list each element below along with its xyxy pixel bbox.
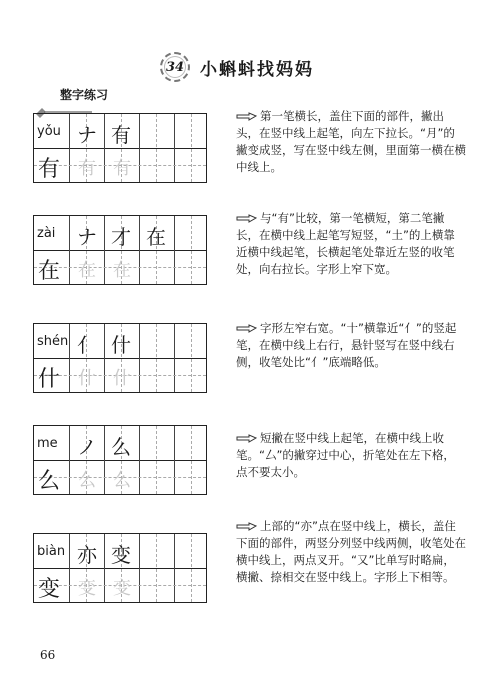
- pinyin: biàn: [37, 544, 66, 559]
- writing-grid: [33, 323, 207, 393]
- lesson-number-badge: [160, 52, 190, 82]
- note-bian: [236, 518, 466, 586]
- pinyin: shén: [37, 334, 69, 349]
- note-text: 与“有”比较，第一笔横短，第二笔撇长，在横中线上起笔写短竖，“土”的上横靠近横中线起笔，长横起笔处靠近左竖的收笔处，向右拉长。字形上窄下宽。: [236, 211, 455, 276]
- note-zai: [236, 210, 466, 278]
- writing-grid: [33, 113, 207, 183]
- trace-character: 有: [113, 158, 131, 179]
- lesson-title: 小蝌蚪找妈妈: [200, 59, 314, 80]
- pinyin: zài: [37, 226, 56, 241]
- pointing-hand-icon: [236, 434, 258, 444]
- stroke-step: 亻: [77, 333, 97, 357]
- stroke-step: ナ: [77, 225, 97, 249]
- lesson-header: [160, 50, 314, 84]
- lesson-number: 34: [165, 59, 185, 75]
- pinyin: me: [37, 436, 58, 451]
- stroke-step: 在: [146, 225, 166, 249]
- stroke-step: 什: [111, 333, 131, 357]
- model-character: 有: [38, 157, 61, 182]
- exercise-zai: [33, 215, 207, 285]
- pinyin: yǒu: [37, 124, 61, 139]
- trace-character: 有: [78, 158, 96, 179]
- trace-character: 什: [78, 368, 96, 389]
- section-label: 整字练习: [60, 88, 109, 102]
- pointing-hand-icon: [236, 324, 258, 334]
- exercise-shen: [33, 323, 207, 393]
- trace-character: 什: [113, 368, 131, 389]
- trace-character: 么: [78, 470, 96, 491]
- pointing-hand-icon: [236, 522, 258, 532]
- model-character: 么: [38, 469, 61, 494]
- trace-character: 在: [113, 260, 131, 281]
- trace-character: 么: [113, 470, 131, 491]
- exercise-me: [33, 425, 207, 495]
- model-character: 变: [38, 577, 61, 602]
- note-text: 短撇在竖中线上起笔，在横中线上收笔。“厶”的撇穿过中心，折笔处在左下格，点不要太小。: [236, 431, 455, 479]
- pointing-hand-icon: [236, 214, 258, 224]
- writing-grid: [33, 215, 207, 285]
- trace-character: 在: [78, 260, 96, 281]
- stroke-step: ノ: [77, 435, 97, 459]
- writing-grid: [33, 425, 207, 495]
- note-shen: [236, 320, 466, 371]
- exercise-you: [33, 113, 207, 183]
- stroke-step: 么: [111, 435, 131, 459]
- stroke-step: 亦: [77, 543, 97, 567]
- stroke-step: ナ: [77, 123, 97, 147]
- model-character: 什: [38, 367, 61, 392]
- note-text: 第一笔横长，盖住下面的部件，撇出头，在竖中线上起笔，向左下拉长。“月”的撇变成竖，写在竖中线左侧，里面第一横在横中线上。: [236, 109, 466, 174]
- model-character: 在: [38, 259, 61, 284]
- exercise-bian: [33, 533, 207, 603]
- page-number: 66: [40, 648, 56, 662]
- writing-grid: [33, 533, 207, 603]
- note-me: [236, 430, 466, 481]
- stroke-step: 才: [111, 225, 131, 249]
- note-you: [236, 108, 466, 176]
- note-text: 字形左窄右宽。“十”横靠近“亻”的竖起笔，在横中线上右行，悬针竖写在竖中线右侧，收笔处比“亻”底端略低。: [236, 321, 457, 369]
- trace-character: 变: [78, 578, 96, 599]
- stroke-step: 有: [111, 123, 131, 147]
- pointing-hand-icon: [236, 112, 258, 122]
- trace-character: 变: [113, 578, 131, 599]
- stroke-step: 变: [111, 543, 131, 567]
- note-text: 上部的“亦”点在竖中线上，横长，盖住下面的部件，两竖分列竖中线两侧，收笔处在横中线上，两点叉开。“又”比单写时略扁，横撇、捺相交在竖中线上。字形上下相等。: [236, 519, 466, 584]
